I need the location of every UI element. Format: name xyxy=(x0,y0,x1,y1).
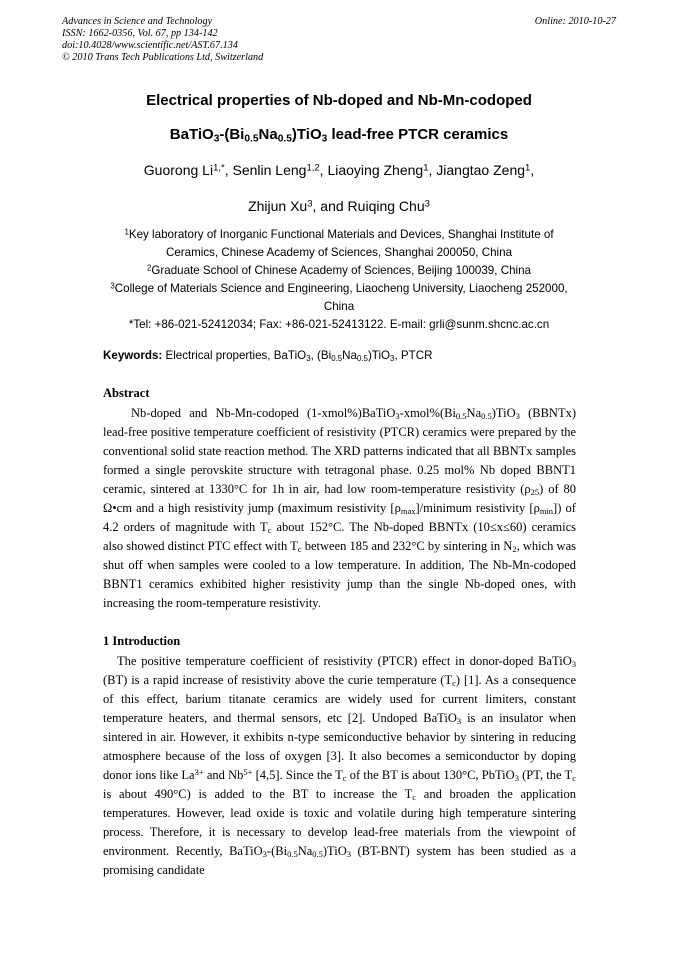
subscript: c xyxy=(267,525,272,536)
author-name: , Senlin Leng xyxy=(224,162,307,178)
affiliation-marker: 3 xyxy=(307,198,313,210)
subscript: 0.5 xyxy=(481,411,492,422)
title-text: lead-free PTCR ceramics xyxy=(327,126,509,143)
keywords-text: , PTCR xyxy=(394,349,433,362)
abstract-text: ]/minimum resistivity [ρ xyxy=(415,501,540,515)
title-text: Na xyxy=(258,126,278,143)
abstract-text: Na xyxy=(466,406,482,420)
abstract-body xyxy=(103,404,576,613)
intro-text: The positive temperature coefficient of resistivity (PTCR) effect in donor-doped BaTiO xyxy=(117,654,572,668)
keywords xyxy=(103,349,432,362)
subscript: c xyxy=(572,773,576,784)
subscript: 0.5 xyxy=(455,411,467,422)
abstract-text: )TiO xyxy=(491,406,516,420)
page-header xyxy=(62,16,616,64)
affiliations xyxy=(100,226,578,334)
keywords-text: , (Bi xyxy=(310,349,332,362)
abstract-text: (BBNTx) lead-free positive temperature coefficient of resistivity (PTCR) ceramics were prepared by the conventional solid state reaction method. The XRD patterns indicated that all BBNTx samples formed a single perovskite structure with tetragonal phase. 0.25 mol% Nb doped BBNT1 ceramic, sintered at 1330°C for 1h in air, had low room-temperature resistivity (ρ xyxy=(103,406,576,496)
abstract-heading: Abstract xyxy=(103,386,150,400)
abstract-text: Nb-doped and Nb-Mn-codoped (1-xmol%)BaTiO xyxy=(131,406,396,420)
introduction-body xyxy=(103,652,576,880)
abstract-text: about 152°C. The Nb-doped BBNTx (10≤x≤60) ceramics also showed distinct PTC effect with T xyxy=(103,520,576,553)
subscript: max xyxy=(400,506,416,517)
subscript: c xyxy=(452,678,456,689)
subscript: 3 xyxy=(456,716,462,727)
subscript: 2 xyxy=(512,544,517,555)
subscript: 3 xyxy=(395,411,400,422)
subscript: 0.5 xyxy=(287,849,298,860)
affiliation-marker: 3 xyxy=(424,198,430,210)
keywords-text: )TiO xyxy=(367,349,391,362)
contact-info: *Tel: +86-021-52412034; Fax: +86-021-52413122. E-mail: grli@sunm.shcnc.ac.cn xyxy=(128,318,550,331)
paper-title-line-1 xyxy=(0,92,678,109)
author-name: Guorong Li xyxy=(143,162,214,178)
intro-text: ) [1]. As a consequence of this effect, barium titanate ceramics are widely used for current limiters, constant temperature heaters, and thermal sensors, etc [2]. Undoped BaTiO xyxy=(103,673,576,725)
title-text: BaTiO xyxy=(169,126,214,143)
intro-text: (PT, the T xyxy=(518,768,573,782)
affiliation-text: Key laboratory of Inorganic Functional Materials and Devices, Shanghai Institute of Ceramics, Chinese Academy of Sciences, Shanghai 200050, China xyxy=(128,228,554,259)
abstract-text: between 185 and 232°C by sintering in N xyxy=(301,539,513,553)
online-date: Online: 2010-10-27 xyxy=(534,16,616,27)
affiliation-marker: 1 xyxy=(124,227,129,237)
intro-text: is an insulator when sintered in air. However, it exhibits n-type semiconductive behavior by sintering in reducing atmosphere because of the loss of oxygen [3]. It also becomes a semiconductor by doping donor ions like La xyxy=(103,711,576,782)
intro-text: (BT-BNT) system has been studied as a promising candidate xyxy=(103,844,576,877)
intro-text: is about 490°C) is added to the BT to increase the T xyxy=(103,787,413,801)
intro-text: [4,5]. Since the T xyxy=(252,768,343,782)
affiliation-2 xyxy=(100,262,578,280)
author-separator: , xyxy=(530,162,535,178)
abstract-text: , which was shut off when samples were cooled to a low temperature. In addition, The Nb-Mn-codoped BBNT1 ceramics exhibited higher resistivity jump than the single Nb-doped ones, with increasing the room-temperature resistivity. xyxy=(103,539,576,610)
intro-text: and Nb xyxy=(203,768,244,782)
abstract-text: -xmol%(Bi xyxy=(399,406,456,420)
subscript: c xyxy=(412,792,417,803)
intro-text: Na xyxy=(297,844,313,858)
author-name: , Jiangtao Zeng xyxy=(428,162,526,178)
affiliation-marker: 1 xyxy=(423,162,429,174)
intro-text: of the BT is about 130°C, PbTiO xyxy=(346,768,515,782)
subscript: 3 xyxy=(571,659,576,670)
subscript: 3 xyxy=(346,849,351,860)
author-name: , and Ruiqing Chu xyxy=(312,198,425,214)
intro-text: and broaden the application temperatures. However, lead oxide is toxic and volatile during high temperature sintering process. Therefore, it is necessary to develop lead-free materials from the viewpoint of environment. Recently, BaTiO xyxy=(103,787,576,858)
subscript: 3 xyxy=(390,353,395,363)
subscript: 0.5 xyxy=(356,353,368,363)
subscript: 3 xyxy=(213,133,220,145)
affiliation-text: Graduate School of Chinese Academy of Sciences, Beijing 100039, China xyxy=(151,264,531,277)
affiliation-1 xyxy=(100,226,578,262)
superscript: 3+ xyxy=(194,767,204,778)
author-name: Zhijun Xu xyxy=(248,198,308,214)
abstract-text: ]) of 4.2 orders of magnitude with T xyxy=(103,501,576,534)
doi-line: doi:10.4028/www.scientific.net/AST.67.134 xyxy=(62,40,238,51)
subscript: 0.5 xyxy=(312,849,323,860)
issn-line: ISSN: 1662-0356, Vol. 67, pp 134-142 xyxy=(62,28,218,39)
subscript: c xyxy=(297,544,302,555)
copyright-line: © 2010 Trans Tech Publications Ltd, Switzerland xyxy=(62,52,264,63)
author-list-line-1 xyxy=(0,162,678,178)
subscript: 3 xyxy=(306,353,311,363)
title-text: -(Bi xyxy=(219,126,245,143)
subscript: min xyxy=(539,506,554,517)
subscript: c xyxy=(342,773,347,784)
abstract-text: ) of 80 Ω•cm and a high resistivity jump (maximum resistivity [ρ xyxy=(103,482,576,515)
affiliation-text: College of Materials Science and Engineering, Liaocheng University, Liaocheng 252000, China xyxy=(114,282,568,313)
subscript: 25 xyxy=(530,487,540,498)
keywords-text: Electrical properties, BaTiO xyxy=(162,349,307,362)
intro-text: (BT) is a rapid increase of resistivity above the curie temperature (T xyxy=(103,673,453,687)
affiliation-3 xyxy=(100,280,578,316)
subscript: 3 xyxy=(262,849,267,860)
subscript: 3 xyxy=(515,411,520,422)
affiliation-marker: 1,2 xyxy=(306,162,320,174)
subscript: 0.5 xyxy=(331,353,343,363)
title-text: Electrical properties of Nb-doped and Nb-Mn-codoped xyxy=(146,92,532,109)
affiliation-marker: 1 xyxy=(525,162,531,174)
subscript: 3 xyxy=(321,133,328,145)
author-list-line-2 xyxy=(0,198,678,214)
intro-text: -(Bi xyxy=(266,844,288,858)
intro-text: )TiO xyxy=(322,844,347,858)
paper-title-line-2 xyxy=(0,126,678,143)
journal-name: Advances in Science and Technology xyxy=(62,16,213,27)
section-heading-introduction: 1 Introduction xyxy=(103,634,181,648)
affiliation-marker: 3 xyxy=(110,281,115,291)
subscript: 3 xyxy=(514,773,519,784)
title-text: )TiO xyxy=(291,126,322,143)
author-name: , Liaoying Zheng xyxy=(319,162,424,178)
subscript: 0.5 xyxy=(277,133,292,145)
affiliation-marker: 2 xyxy=(146,263,152,273)
superscript: 5+ xyxy=(243,767,253,778)
keywords-label: Keywords: xyxy=(103,349,163,362)
subscript: 0.5 xyxy=(244,133,259,145)
keywords-text: Na xyxy=(342,349,357,362)
affiliation-marker: 1,* xyxy=(213,162,225,174)
